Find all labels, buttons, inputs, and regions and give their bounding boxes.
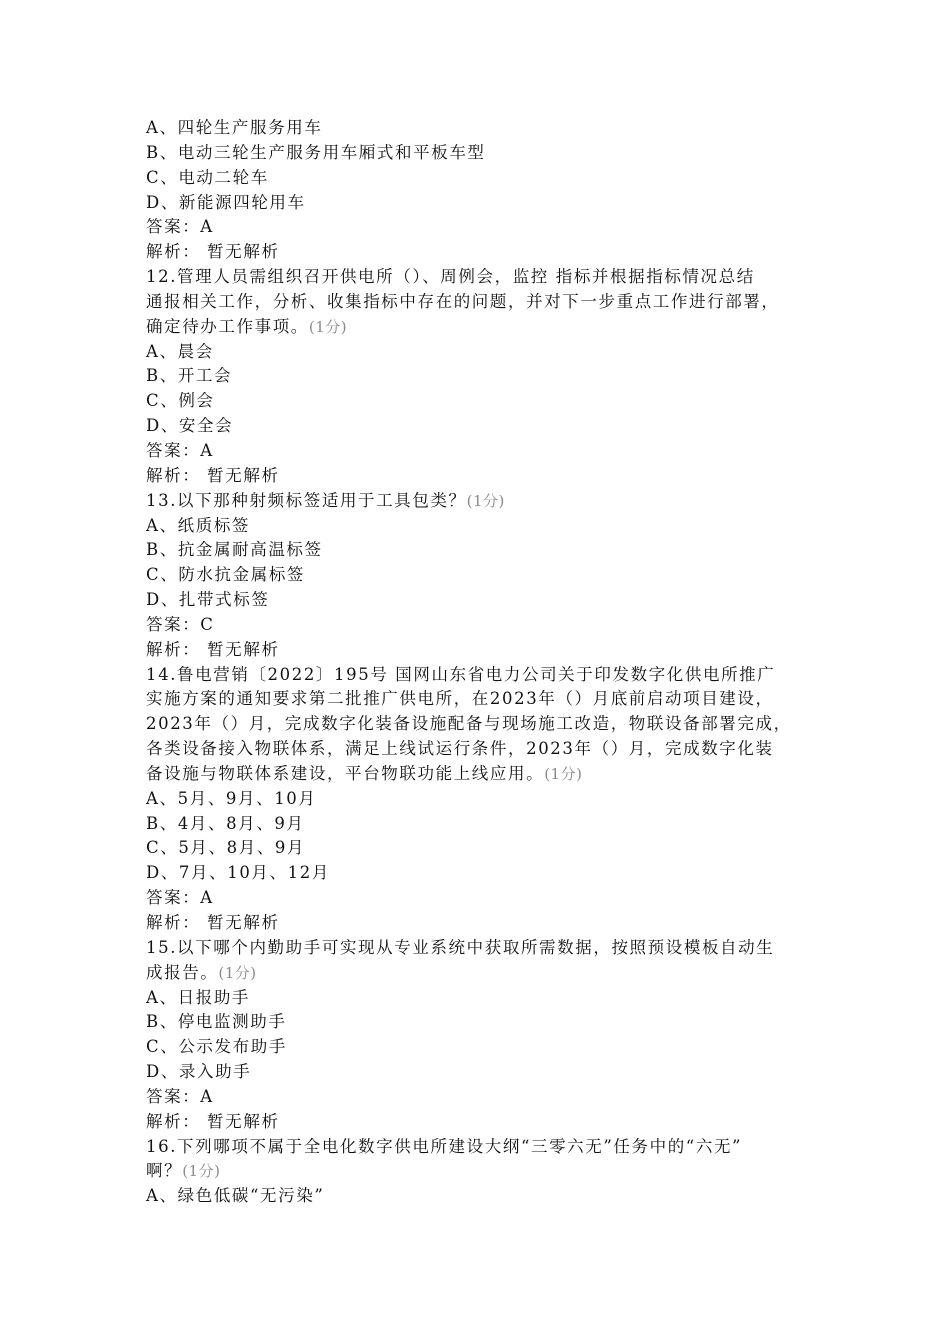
option-d: D、7月、10月、12月	[146, 863, 330, 883]
option-c: C、例会	[146, 391, 215, 411]
question-16-text: 16.下列哪项不属于全电化数字供电所建设大纲“三零六无”任务中的“六无”	[146, 1136, 743, 1156]
question-12-text: 12.管理人员需组织召开供电所（）、周例会，监控 指标并根据指标情况总结	[146, 267, 755, 287]
answer: 答案：A	[146, 1086, 214, 1106]
question-13-text: 13.以下那种射频标签适用于工具包类？(1分)	[146, 490, 505, 510]
analysis: 解析： 暂无解析	[146, 1111, 280, 1131]
answer: 答案：A	[146, 440, 214, 460]
question-score: (1分)	[308, 317, 348, 336]
answer: 答案：A	[146, 217, 214, 237]
option-c: C、公示发布助手	[146, 1037, 287, 1057]
question-15-text: 15.以下哪个内勤助手可实现从专业系统中获取所需数据，按照预设模板自动生	[146, 937, 775, 957]
question-14-text: 各类设备接入物联体系，满足上线试运行条件，2023年（）月，完成数字化装	[146, 739, 774, 759]
answer: 答案：A	[146, 888, 214, 908]
question-15-text: 成报告。(1分)	[146, 962, 257, 982]
option-b: B、停电监测助手	[146, 1012, 287, 1032]
question-16-text: 啊？(1分)	[146, 1161, 221, 1181]
option-b: B、电动三轮生产服务用车厢式和平板车型	[146, 142, 486, 162]
option-a: A、四轮生产服务用车	[146, 118, 323, 137]
question-score: (1分)	[544, 764, 583, 783]
option-d: D、扎带式标签	[146, 590, 270, 610]
option-b: B、开工会	[146, 366, 233, 386]
question-14-text: 14.鲁电营销〔2022〕195号 国网山东省电力公司关于印发数字化供电所推广	[146, 664, 776, 684]
option-d: D、录入助手	[146, 1062, 252, 1082]
option-d: D、安全会	[146, 416, 234, 436]
option-b: B、4月、8月、9月	[146, 813, 305, 833]
option-a: A、5月、9月、10月	[146, 788, 317, 808]
analysis: 解析： 暂无解析	[146, 913, 280, 932]
answer: 答案：C	[146, 614, 215, 634]
option-c: C、防水抗金属标签	[146, 565, 306, 585]
question-score: (1分)	[218, 963, 257, 982]
option-c: C、电动二轮车	[146, 167, 269, 187]
option-a: A、晨会	[146, 341, 214, 361]
option-a: A、绿色低碳“无污染”	[146, 1186, 325, 1206]
question-score: (1分)	[466, 491, 505, 510]
question-14-text: 实施方案的通知要求第二批推广供电所，在2023年（）月底前启动项目建设，	[146, 689, 774, 709]
analysis: 解析： 暂无解析	[146, 242, 280, 262]
question-14-text: 备设施与物联体系建设，平台物联功能上线应用。(1分)	[146, 763, 583, 783]
question-12-text: 确定待办工作事项。(1分)	[146, 316, 348, 336]
question-14-text: 2023年（）月，完成数字化装备设施配备与现场施工改造，物联设备部署完成，	[146, 714, 792, 734]
option-a: A、纸质标签	[146, 515, 251, 535]
document-page	[146, 116, 816, 1209]
analysis: 解析： 暂无解析	[146, 639, 280, 659]
option-b: B、抗金属耐高温标签	[146, 540, 323, 560]
question-score: (1分)	[182, 1162, 221, 1181]
option-c: C、5月、8月、9月	[146, 838, 306, 858]
option-d: D、新能源四轮用车	[146, 192, 306, 212]
question-12-text: 通报相关工作，分析、收集指标中存在的问题，并对下一步重点工作进行部署，	[146, 291, 780, 311]
analysis: 解析： 暂无解析	[146, 465, 280, 485]
option-a: A、日报助手	[146, 987, 251, 1007]
